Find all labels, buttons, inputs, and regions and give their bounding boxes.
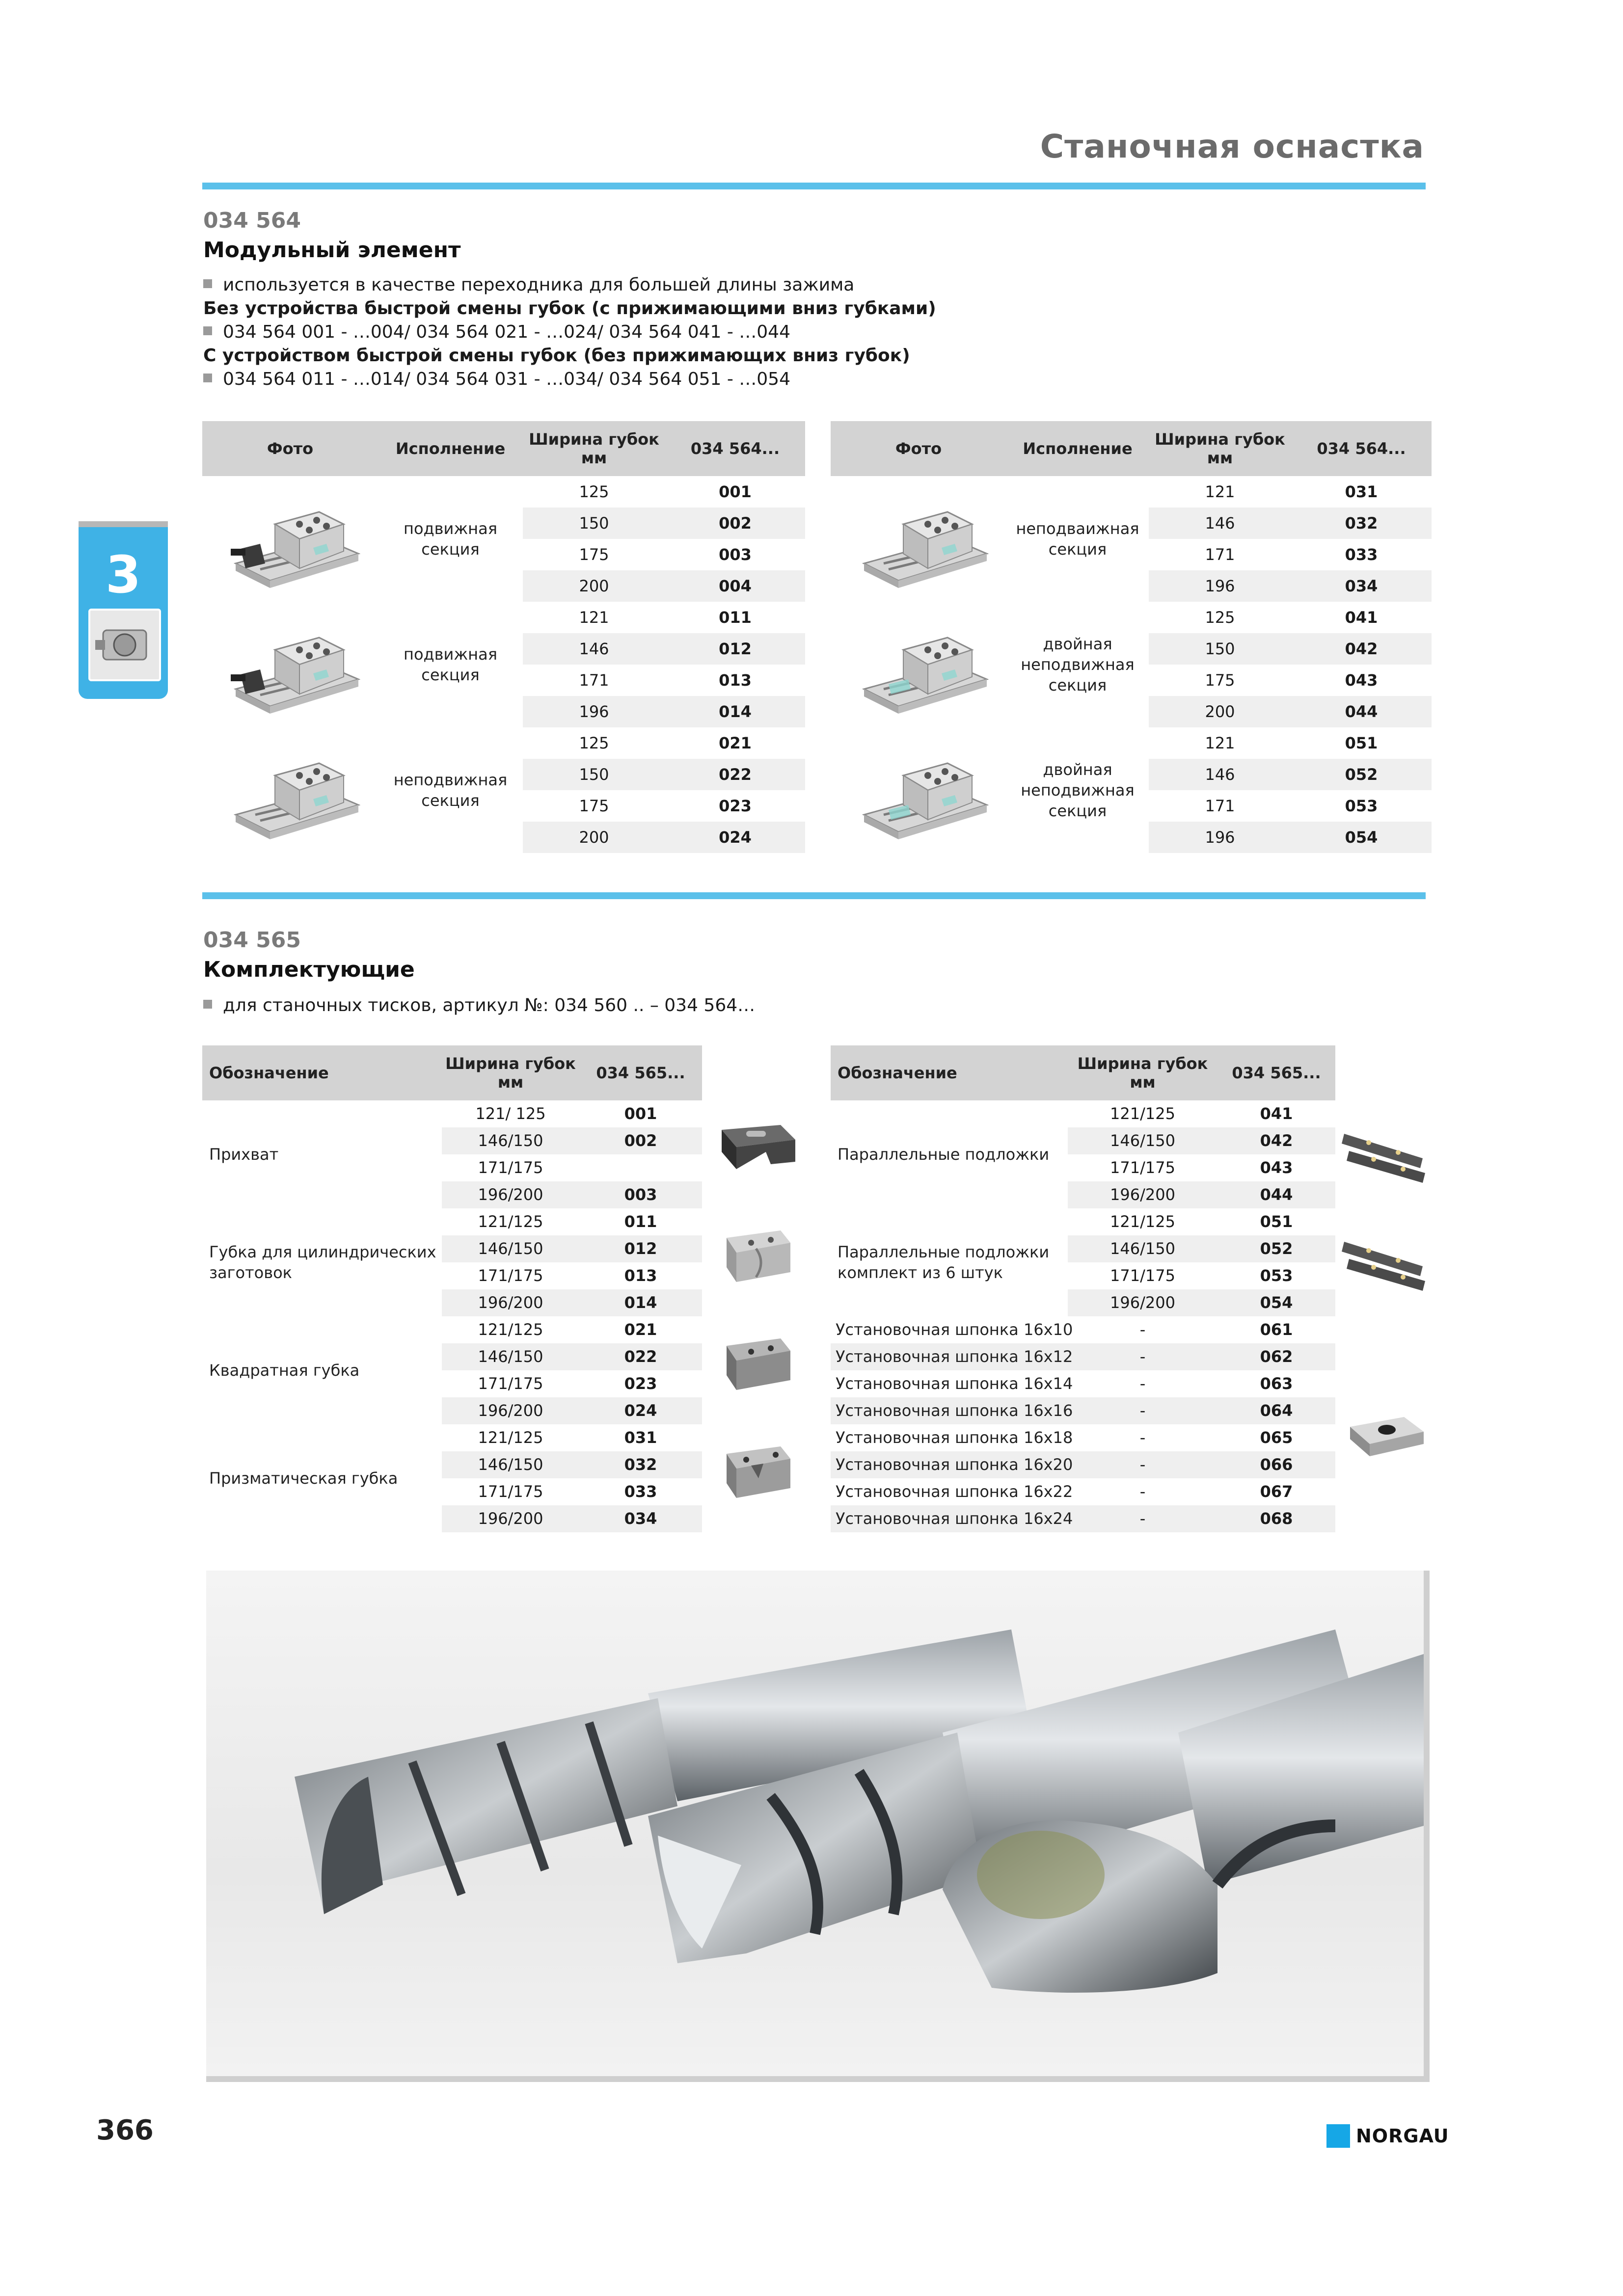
cell-article: 003 [624,1185,657,1204]
vise-photo [226,615,363,719]
page-header-title: Станочная оснастка [1040,128,1424,165]
cell-article: 065 [1260,1428,1293,1447]
header-photo: Фото [895,439,942,458]
header-name: Обозначение [838,1064,957,1082]
cell-article: 034 [624,1509,657,1528]
bullet-icon [203,1000,212,1009]
photo-shadow [206,2076,1429,2082]
cell-article: 012 [719,640,752,658]
cell-width: - [1139,1428,1146,1447]
cell-article: 014 [719,702,752,721]
cell-article: 053 [1345,797,1378,815]
section1-title: Модульный элемент [203,238,461,263]
cell-width: - [1139,1401,1146,1420]
cell-article: 003 [719,545,752,564]
cell-width: 125 [579,482,609,501]
brand-name: NORGAU [1356,2125,1449,2147]
cell-article: 034 [1345,577,1378,595]
vise-photo [854,615,992,719]
cell-article: 021 [719,734,752,752]
cell-name: Установочная шпонка 16х10 [836,1320,1073,1339]
cell-width: 146/150 [478,1239,543,1258]
cell-article: 044 [1260,1185,1293,1204]
section2-description [203,995,755,1015]
cell-width: 171 [1205,797,1235,815]
cell-article: 032 [624,1455,657,1474]
vise-photo [854,741,992,844]
cell-width: - [1139,1320,1146,1339]
cell-article: 051 [1260,1212,1293,1231]
cell-article: 061 [1260,1320,1293,1339]
cell-width: 146/150 [478,1131,543,1150]
chapter-number: 3 [105,545,141,605]
cell-width: 121/ 125 [475,1104,546,1123]
cell-article: 022 [624,1347,657,1366]
section1-line [203,298,936,319]
cell-width: - [1139,1455,1146,1474]
cell-article: 033 [1345,545,1378,564]
header-article: 034 564... [690,439,780,458]
bullet-icon [203,279,212,288]
cell-width: 125 [579,734,609,752]
cell-article: 043 [1260,1158,1293,1177]
cell-width: 196/200 [478,1509,543,1528]
section2-title: Комплектующие [203,957,415,982]
cell-name: Установочная шпонка 16х16 [836,1401,1073,1420]
cell-width: 175 [579,797,609,815]
cell-article: 024 [719,828,752,847]
cell-article: 032 [1345,514,1378,533]
vise-icon [88,609,161,681]
cell-width: 171/175 [1110,1266,1175,1285]
cell-article: 002 [719,514,752,533]
section1-line [203,275,854,295]
header-width: Ширина губок мм [1155,430,1285,467]
page-number: 366 [96,2114,154,2146]
cell-article: 013 [719,671,752,690]
section1-line [203,369,790,389]
header-version: Исполнение [1023,439,1133,458]
cell-width: 200 [579,828,609,847]
cell-name: Прихват [209,1145,279,1164]
cell-article: 041 [1345,608,1378,627]
cell-article: 067 [1260,1482,1293,1501]
line-text: 034 564 011 - …014/ 034 564 031 - …034/ 034 564 051 - …054 [223,369,790,389]
cell-width: 150 [1205,640,1235,658]
cell-width: 146/150 [1110,1131,1175,1150]
cell-article: 014 [624,1293,657,1312]
cell-article: 064 [1260,1401,1293,1420]
bullet-icon [203,374,212,382]
cell-width: 196 [1205,577,1235,595]
line-text: Без устройства быстрой смены губок (с прижимающими вниз губками) [203,298,936,319]
cell-article: 042 [1345,640,1378,658]
section-rule [202,892,1426,899]
cell-article: 023 [624,1374,657,1393]
cell-article: 004 [719,577,752,595]
plates-icon [1339,1114,1428,1188]
cell-article: 023 [719,797,752,815]
line-text: используется в качестве переходника для большей длины зажима [223,275,855,295]
cell-width: 121/125 [1110,1104,1175,1123]
cell-article: 024 [624,1401,657,1420]
vise-photo [226,490,363,593]
prism-jaw-icon [712,1434,800,1508]
cell-width: 121/125 [478,1320,543,1339]
square-jaw-icon [712,1326,800,1400]
vise-photo [854,490,992,593]
cell-width: 121/125 [1110,1212,1175,1231]
header-name: Обозначение [209,1064,329,1082]
cell-name: Губка для цилиндрических заготовок [209,1243,436,1282]
cell-width: 121 [1205,482,1235,501]
cell-width: 121 [579,608,609,627]
cell-article: 052 [1345,765,1378,784]
cell-width: 121/125 [478,1212,543,1231]
cell-width: 171 [1205,545,1235,564]
cell-width: - [1139,1347,1146,1366]
bullet-icon [203,326,212,335]
cell-article: 031 [624,1428,657,1447]
plates-icon [1339,1222,1428,1296]
section1-line [203,346,910,366]
cell-width: 171/175 [478,1374,543,1393]
section1-code: 034 564 [203,208,301,233]
header-version: Исполнение [395,439,506,458]
cell-article: 063 [1260,1374,1293,1393]
section2-code: 034 565 [203,928,301,953]
cell-article: 044 [1345,702,1378,721]
vise-photo [226,741,363,844]
cell-article [579,1154,702,1181]
cell-width: 146/150 [1110,1239,1175,1258]
cell-name: Установочная шпонка 16х20 [836,1455,1073,1474]
cell-width: 196/200 [478,1401,543,1420]
cell-width: 200 [579,577,609,595]
cell-name: Призматическая губка [209,1469,398,1488]
cell-width: 196/200 [478,1293,543,1312]
cell-width: 171 [579,671,609,690]
cell-article: 001 [624,1104,657,1123]
header-article: 034 564... [1317,439,1406,458]
section1-line [203,322,790,342]
cell-article: 066 [1260,1455,1293,1474]
cell-width: - [1139,1374,1146,1393]
cell-width: - [1139,1509,1146,1528]
cell-width: 146/150 [478,1347,543,1366]
cell-name: Установочная шпонка 16х14 [836,1374,1073,1393]
cell-width: 175 [579,545,609,564]
cell-width: 175 [1205,671,1235,690]
line-text: 034 564 001 - …004/ 034 564 021 - …024/ 034 564 041 - …044 [223,322,790,342]
cell-version: двойная неподвижная секция [1021,635,1135,694]
cell-width: 125 [1205,608,1235,627]
cell-name: Установочная шпонка 16х12 [836,1347,1073,1366]
cell-width: 196/200 [1110,1293,1175,1312]
cell-version: подвижная секция [404,519,497,559]
cell-name: Параллельные подложки [838,1145,1050,1164]
cell-article: 011 [719,608,752,627]
clamp-icon [712,1110,800,1184]
cell-width: 146/150 [478,1455,543,1474]
header-width: Ширина губок мм [445,1054,576,1092]
cell-article: 052 [1260,1239,1293,1258]
cell-article: 012 [624,1239,657,1258]
cell-width: 171/175 [478,1158,543,1177]
line-text: С устройством быстрой смены губок (без прижимающих вниз губок) [203,346,910,366]
cell-article: 002 [624,1131,657,1150]
cell-article: 013 [624,1266,657,1285]
cell-article: 053 [1260,1266,1293,1285]
cell-width: 146 [1205,765,1235,784]
cell-article: 051 [1345,734,1378,752]
brand-logo-square [1326,2124,1350,2148]
cell-article: 068 [1260,1509,1293,1528]
header-article: 034 565... [1232,1064,1321,1082]
cell-name: Установочная шпонка 16х22 [836,1482,1073,1501]
cell-width: 146 [579,640,609,658]
cell-article: 043 [1345,671,1378,690]
cell-width: 196 [1205,828,1235,847]
cell-article: 062 [1260,1347,1293,1366]
cell-article: 041 [1260,1104,1293,1123]
header-article: 034 565... [596,1064,685,1082]
cell-article: 042 [1260,1131,1293,1150]
key-block-icon [1340,1397,1429,1471]
cell-width: 171/175 [478,1482,543,1501]
photo-shadow-side [1424,1571,1430,2082]
cell-width: 146 [1205,514,1235,533]
header-width: Ширина губок мм [529,430,659,467]
cell-width: 121 [1205,734,1235,752]
cell-article: 021 [624,1320,657,1339]
header-rule [202,183,1426,189]
header-width: Ширина губок мм [1077,1054,1208,1092]
cell-name: Квадратная губка [209,1361,360,1380]
cell-version: неподваижная секция [1016,519,1139,559]
cell-width: 121/125 [478,1428,543,1447]
end-mills-photo [206,1571,1424,2076]
cell-article: 031 [1345,482,1378,501]
cell-name: Установочная шпонка 16х24 [836,1509,1073,1528]
cell-width: 171/175 [1110,1158,1175,1177]
cell-article: 033 [624,1482,657,1501]
cell-version: подвижная секция [404,645,497,684]
cell-name: Параллельные подложки комплект из 6 штук [838,1243,1050,1282]
cell-width: 196/200 [478,1185,543,1204]
cell-article: 054 [1260,1293,1293,1312]
cell-article: 011 [624,1212,657,1231]
cell-article: 054 [1345,828,1378,847]
cell-width: 200 [1205,702,1235,721]
cell-width: 196/200 [1110,1185,1175,1204]
cell-article: 001 [719,482,752,501]
cell-width: 171/175 [478,1266,543,1285]
cell-width: - [1139,1482,1146,1501]
cell-article: 022 [719,765,752,784]
section2-line: для станочных тисков, артикул №: 034 560 .. – 034 564… [223,995,756,1015]
cell-width: 150 [579,765,609,784]
cyl-jaw-icon [712,1218,800,1292]
cell-name: Установочная шпонка 16х18 [836,1428,1073,1447]
chapter-tab-top [79,521,168,527]
cell-width: 196 [579,702,609,721]
header-photo: Фото [267,439,314,458]
cell-version: двойная неподвижная секция [1021,760,1135,820]
cell-width: 150 [579,514,609,533]
cell-version: неподвижная секция [393,771,508,810]
